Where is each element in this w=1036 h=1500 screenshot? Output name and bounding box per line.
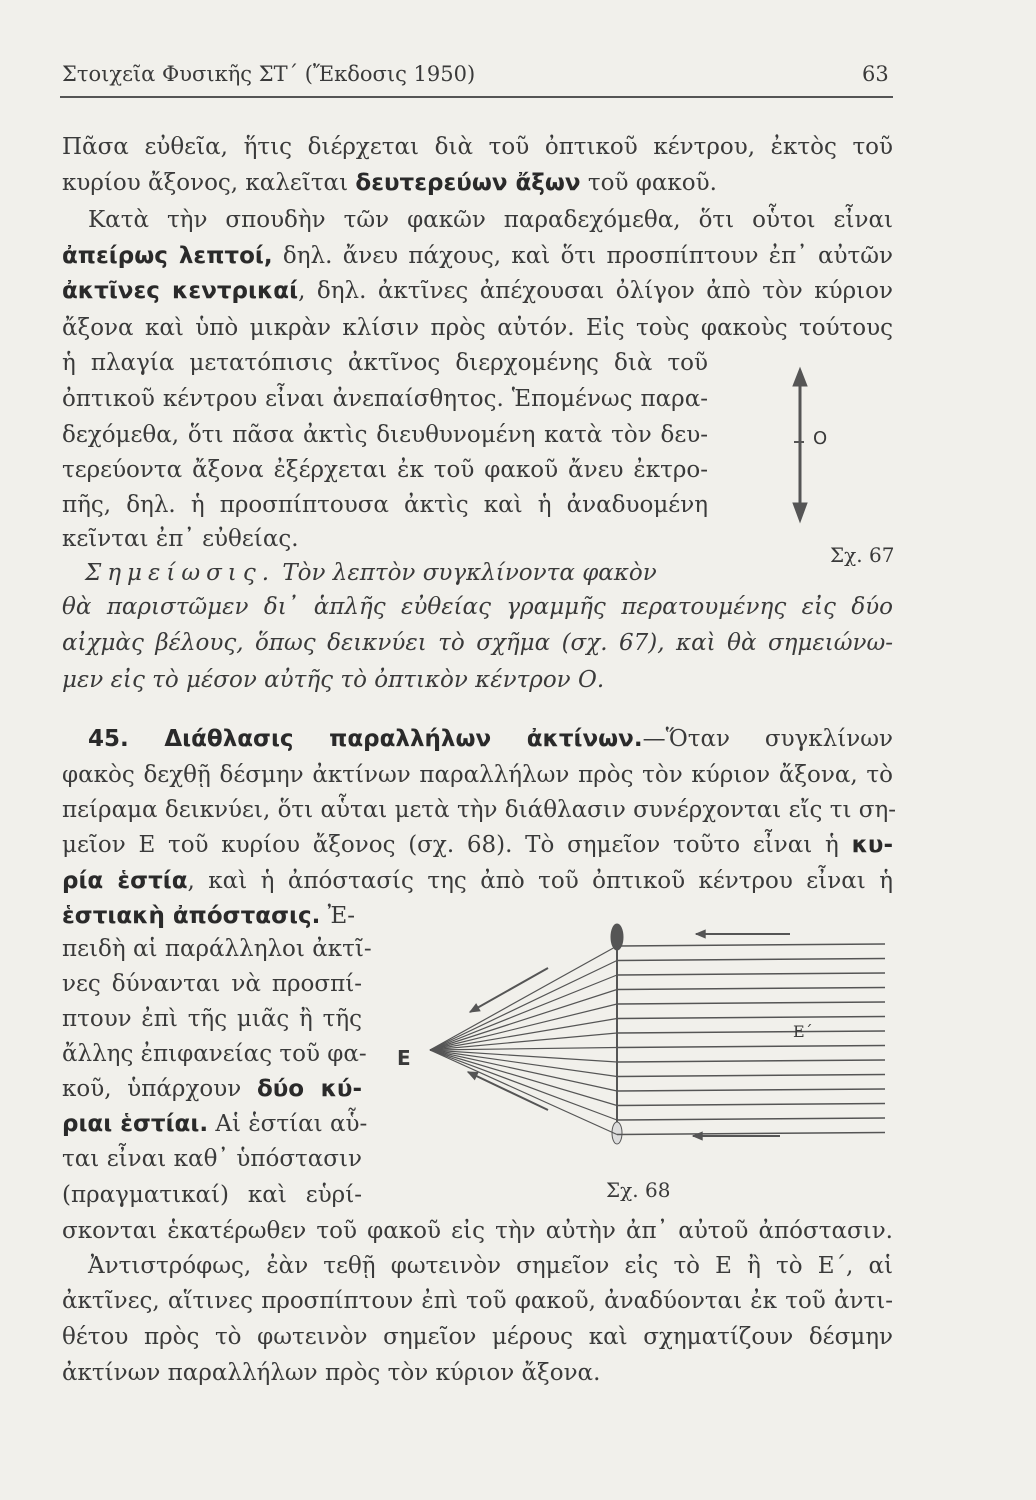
bold-term: ἀπείρως λεπτοί, (62, 243, 273, 269)
direction-arrow-lower-ray (468, 1072, 548, 1110)
bold-term: δευτερεύων ἄξων (355, 170, 581, 196)
direction-arrow-top-head-icon (696, 930, 705, 938)
refracted-ray (430, 1050, 617, 1106)
direction-arrow-lower-ray-head-icon (468, 1072, 478, 1079)
text-run: ται εἶναι καθ᾽ ὑπόστασιν (62, 1146, 362, 1172)
text-run: σκονται ἑκατέρωθεν τοῦ φακοῦ εἰς τὴν αὐτὴν ἀπ᾽ αὐτοῦ ἀπόστασιν. (62, 1218, 893, 1244)
text-run: ἀκτῖνες, αἵτινες προσπίπτουν ἐπὶ τοῦ φακοῦ, ἀναδύονται ἐκ τοῦ ἀντι- (62, 1288, 893, 1314)
text-run: πείραμα δεικνύει, ὅτι αὗται μετὰ τὴν διάθλασιν συνέρχονται εἴς τι ση- (62, 797, 897, 823)
focus-label-e-prime: Ε΄ (793, 1022, 813, 1041)
incident-ray (617, 1046, 885, 1048)
incident-ray (617, 973, 885, 975)
bold-term: ἑστιακὴ ἀπόστασις. (62, 903, 321, 929)
text-run: ἄλλης ἐπιφανείας τοῦ φα- (62, 1041, 367, 1067)
text-run: δηλ. ἄνευ πάχους, καὶ ὅτι προσπίπτουν ἐπ᾽ αὐτῶν (272, 243, 893, 269)
text-run: θέτου πρὸς τὸ φωτεινὸν σημεῖον μέρους καὶ σχηματίζουν δέσμην (62, 1324, 893, 1350)
text-run: θὰ παριστῶμεν δι᾽ ἁπλῆς εὐθείας γραμμῆς περατουμένης εἰς δύο (62, 594, 893, 620)
refracted-ray (430, 975, 617, 1050)
text-run: πειδὴ αἱ παράλληλοι ἀκτῖ- (62, 936, 372, 962)
text-run: νες δύνανται νὰ προσπί- (62, 971, 362, 997)
text-run: Αἱ ἑστίαι αὗ- (208, 1111, 368, 1137)
text-run: (πραγματικαί) καὶ εὑρί- (62, 1182, 362, 1208)
incident-ray (617, 1089, 885, 1091)
incident-ray (617, 1075, 885, 1077)
text-run: Ἐ- (320, 903, 356, 929)
incident-ray (617, 1017, 885, 1019)
incident-ray (617, 1133, 885, 1135)
refracted-ray (430, 1004, 617, 1050)
text-run: τοῦ φακοῦ. (580, 170, 717, 196)
text-run: κεῖνται ἐπ᾽ εὐθείας. (62, 526, 299, 552)
text-run: Κατὰ τὴν σπουδὴν τῶν φακῶν παραδεχόμεθα, ὅτι οὗτοι εἶναι (88, 207, 893, 233)
text-run: ἡ πλαγία μετατόπισις ἀκτῖνος διερχομένης διὰ τοῦ (62, 350, 708, 376)
text-run: πτουν ἐπὶ τῆς μιᾶς ἢ τῆς (62, 1006, 362, 1032)
text-run: , δηλ. ἀκτῖνες ἀπέχουσαι ὀλίγον ἀπὸ τὸν κύριον (298, 278, 893, 304)
bold-term: ἀκτῖνες κεντρικαί (62, 278, 299, 304)
bold-term: ριαι ἑστίαι. (62, 1111, 209, 1137)
bold-term: ρία ἑστία (62, 868, 188, 894)
running-header: Στοιχεῖα Φυσικῆς ΣΤ΄ (Ἔκδοσις 1950) (62, 62, 476, 86)
text-run: Τὸν λεπτὸν συγκλίνοντα φακὸν (275, 560, 657, 586)
bold-term: 45. Διάθλασις παραλλήλων ἀκτίνων. (88, 726, 643, 752)
text-run: κοῦ, ὑπάρχουν (62, 1076, 257, 1102)
incident-ray (617, 1104, 885, 1106)
incident-ray (617, 944, 885, 946)
incident-ray (617, 1031, 885, 1033)
text-run: αἰχμὰς βέλους, ὅπως δεικνύει τὸ σχῆμα (σχ. 67), καὶ θὰ σημειώνω- (62, 630, 893, 656)
bold-term: δύο κύ- (256, 1076, 362, 1102)
text-run: κυρίου ἄξονος, καλεῖται (62, 170, 356, 196)
incident-ray (617, 1118, 885, 1120)
incident-ray (617, 1060, 885, 1062)
text-run: Ἀντιστρόφως, ἐὰν τεθῇ φωτεινὸν σημεῖον εἰς τὸ Ε ἢ τὸ Ε΄, αἱ (88, 1253, 893, 1279)
text-run: τερεύοντα ἄξονα ἐξέρχεται ἐκ τοῦ φακοῦ ἄνευ ἐκτρο- (62, 457, 708, 483)
text-run: πῆς, δηλ. ἡ προσπίπτουσα ἀκτὶς καὶ ἡ ἀναδυομένη (62, 492, 708, 518)
text-run: μεν εἰς τὸ μέσον αὐτῆς τὸ ὀπτικὸν κέντρον Ο. (62, 667, 605, 693)
text-run: Σημείωσις. (85, 560, 276, 586)
text-run: φακὸς δεχθῇ δέσμην ἀκτίνων παραλλήλων πρὸς τὸν κύριον ἄξονα, τὸ (62, 762, 893, 788)
text-run: ἀκτίνων παραλλήλων πρὸς τὸν κύριον ἄξονα. (62, 1360, 601, 1386)
direction-arrow-upper-ray-head-icon (470, 1004, 480, 1012)
lens-symbol-icon (793, 368, 807, 522)
text-run: ἄξονα καὶ ὑπὸ μικρὰν κλίσιν πρὸς αὐτόν. Εἰς τοὺς φακοὺς τούτους (62, 315, 893, 341)
incident-ray (617, 959, 885, 961)
optical-center-label: O (813, 428, 828, 449)
focus-label-e: E (397, 1046, 411, 1070)
incident-ray (617, 988, 885, 990)
figure-68 (430, 924, 885, 1144)
text-run: —Ὅταν συγκλίνων (642, 726, 893, 752)
figure-67-caption: Σχ. 67 (830, 543, 895, 567)
bold-term: κυ- (851, 832, 893, 858)
incident-ray (617, 1002, 885, 1004)
text-run: Πᾶσα εὐθεῖα, ἥτις διέρχεται διὰ τοῦ ὀπτικοῦ κέντρου, ἐκτὸς τοῦ (62, 134, 893, 160)
page-number: 63 (862, 62, 889, 86)
refracted-ray (430, 961, 617, 1051)
text-run: , καὶ ἡ ἀπόστασίς της ἀπὸ τοῦ ὀπτικοῦ κέντρου εἶναι ἡ (187, 868, 893, 894)
text-run: ὀπτικοῦ κέντρου εἶναι ἀνεπαίσθητος. Ἑπομένως παρα- (62, 386, 708, 412)
figure-68-caption: Σχ. 68 (606, 1178, 671, 1202)
text-run: δεχόμεθα, ὅτι πᾶσα ἀκτὶς διευθυνομένη κατὰ τὸν δευ- (62, 422, 708, 448)
text-run: μεῖον Ε τοῦ κυρίου ἄξονος (σχ. 68). Τὸ σημεῖον τοῦτο εἶναι ἡ (62, 832, 852, 858)
